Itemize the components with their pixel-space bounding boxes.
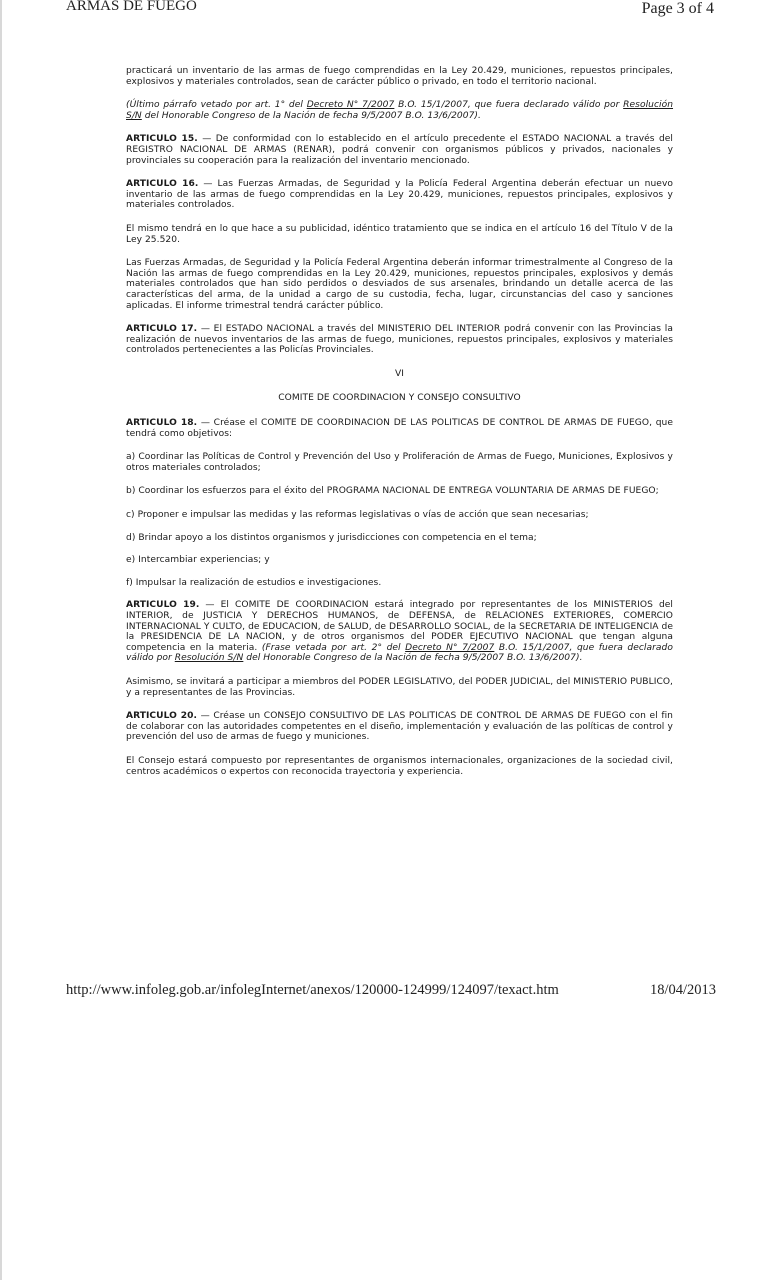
article-19: ARTICULO 19. — El COMITE DE COORDINACION estará integrado por representantes de los MINISTERIOS del INTERIOR, de JUSTICIA Y DERECHOS HUMANOS, de DEFENSA, de RELACIONES EXTERIORES, COMERCIO INTERNACIONAL Y CULTO, de EDUCACION, de SALUD, de DESARROLLO SOCIAL, de la SECRETARIA DE INTELIGENCIA de la PRESIDENCIA DE LA NACION, y de otros organismos del PODER EJECUTIVO NACIONAL que tengan alguna competencia en la materia. (Frase vetada por art. 2° del Decreto N° 7/2007 B.O. 15/1/2007, que fuera declarado válido por Resolución S/N del Honorable Congreso de la Nación de fecha 9/5/2007 B.O. 13/6/2007). xyxy=(126,600,673,664)
paragraph-inventory: practicará un inventario de las armas de fuego comprendidas en la Ley 20.429, municiones, repuestos principales, explosivos y materiales controlados, sean de carácter público o privado, en todo el territorio nacional. xyxy=(126,66,673,87)
section-number: VI xyxy=(394,368,404,379)
objective-e: e) Intercambiar experiencias; y xyxy=(126,555,270,566)
resolucion-link-2[interactable]: Resolución S/N xyxy=(174,653,244,664)
paragraph-invitation: Asimismo, se invitará a participar a miembros del PODER LEGISLATIVO, del PODER JUDICIAL, del MINISTERIO PUBLICO, y a representantes de las Provincias. xyxy=(126,676,673,698)
decreto-link[interactable]: Decreto N° 7/2007 xyxy=(306,100,395,111)
paragraph-council-composition: El Consejo estará compuesto por representantes de organismos internacionales, organizaciones de la sociedad civil, centros académicos o expertos con reconocida trayectoria y experiencia. xyxy=(126,755,673,777)
document-body xyxy=(126,66,673,790)
section-title: COMITE DE COORDINACION Y CONSEJO CONSULTIVO xyxy=(278,393,521,404)
objective-b: b) Coordinar los esfuerzos para el éxito del PROGRAMA NACIONAL DE ENTREGA VOLUNTARIA DE ARMAS DE FUEGO; xyxy=(126,486,659,497)
objective-d: d) Brindar apoyo a los distintos organismos y jurisdicciones con competencia en el tema; xyxy=(126,532,537,543)
document-title: ARMAS DE FUEGO xyxy=(66,0,197,14)
article-18: ARTICULO 18. — Créase el COMITE DE COORDINACION DE LAS POLITICAS DE CONTROL DE ARMAS DE FUEGO, que tendrá como objetivos: xyxy=(126,418,673,439)
veto-note-1: (Último párrafo vetado por art. 1° del Decreto N° 7/2007 B.O. 15/1/2007, que fuera declarado válido por Resolución S/N del Honorable Congreso de la Nación de fecha 9/5/2007 B.O. 13/6/2007). xyxy=(126,100,674,121)
paragraph-quarterly-report: Las Fuerzas Armadas, de Seguridad y la Policía Federal Argentina deberán informar trimestralmente al Congreso de la Nación las armas de fuego comprendidas en la Ley 20.429, municiones, repuestos principales, explosivos y demás materiales controlados que han sido perdidos o desviados de sus arsenales, brindando un detalle acerca de las características del arma, de la unidad a cargo de su custodia, fecha, lugar, circunstancias del caso y sanciones aplicadas. El informe trimestral tendrá carácter público. xyxy=(126,258,673,311)
article-15-label: ARTICULO 15. xyxy=(126,134,198,145)
article-20-label: ARTICULO 20. xyxy=(126,711,197,722)
article-17: ARTICULO 17. — El ESTADO NACIONAL a través del MINISTERIO DEL INTERIOR podrá convenir con las Provincias la realización de nuevos inventarios de las armas de fuego, municiones, repuestos principales, explosivos y materiales controlados pertenecientes a las Policías Provinciales. xyxy=(126,324,673,356)
article-18-label: ARTICULO 18. xyxy=(126,418,198,429)
source-url[interactable]: http://www.infoleg.gob.ar/infolegInternet/anexos/120000-124999/124097/texact.htm xyxy=(66,982,559,998)
paragraph-publicity: El mismo tendrá en lo que hace a su publicidad, idéntico tratamiento que se indica en el artículo 16 del Título V de la Ley 25.520. xyxy=(126,223,673,245)
decreto-link-2[interactable]: Decreto N° 7/2007 xyxy=(405,642,495,653)
scan-edge xyxy=(0,0,2,1280)
resolucion-link[interactable]: Resolución S/N xyxy=(126,100,674,121)
objective-a: a) Coordinar las Políticas de Control y Prevención del Uso y Proliferación de Armas de Fuego, Municiones, Explosivos y otros materiales controlados; xyxy=(126,452,673,473)
article-17-label: ARTICULO 17. xyxy=(126,324,198,335)
article-20: ARTICULO 20. — Créase un CONSEJO CONSULTIVO DE LAS POLITICAS DE CONTROL DE ARMAS DE FUEGO con el fin de colaborar con las autoridades competentes en el diseño, implementación y evaluación de las políticas de control y prevención del uso de armas de fuego y municiones. xyxy=(126,711,673,743)
page-header xyxy=(66,0,714,18)
print-date: 18/04/2013 xyxy=(649,982,716,998)
objective-c: c) Proponer e impulsar las medidas y las reformas legislativas o vías de acción que sean necesarias; xyxy=(126,510,589,521)
objective-f: f) Impulsar la realización de estudios e investigaciones. xyxy=(126,577,382,588)
article-19-label: ARTICULO 19. xyxy=(126,600,200,611)
article-16-label: ARTICULO 16. xyxy=(126,179,199,190)
article-16: ARTICULO 16. — Las Fuerzas Armadas, de Seguridad y la Policía Federal Argentina deberán efectuar un nuevo inventario de las armas de fuego comprendidas en la Ley 20.429, municiones, repuestos principales, explosivos y materiales controlados. xyxy=(126,179,673,211)
article-15: ARTICULO 15. — De conformidad con lo establecido en el artículo precedente el ESTADO NACIONAL a través del REGISTRO NACIONAL DE ARMAS (RENAR), podrá convenir con organismos públicos y privados, nacionales y provinciales su cooperación para la realización del inventario mencionado. xyxy=(126,134,673,166)
page-number: Page 3 of 4 xyxy=(641,0,714,17)
